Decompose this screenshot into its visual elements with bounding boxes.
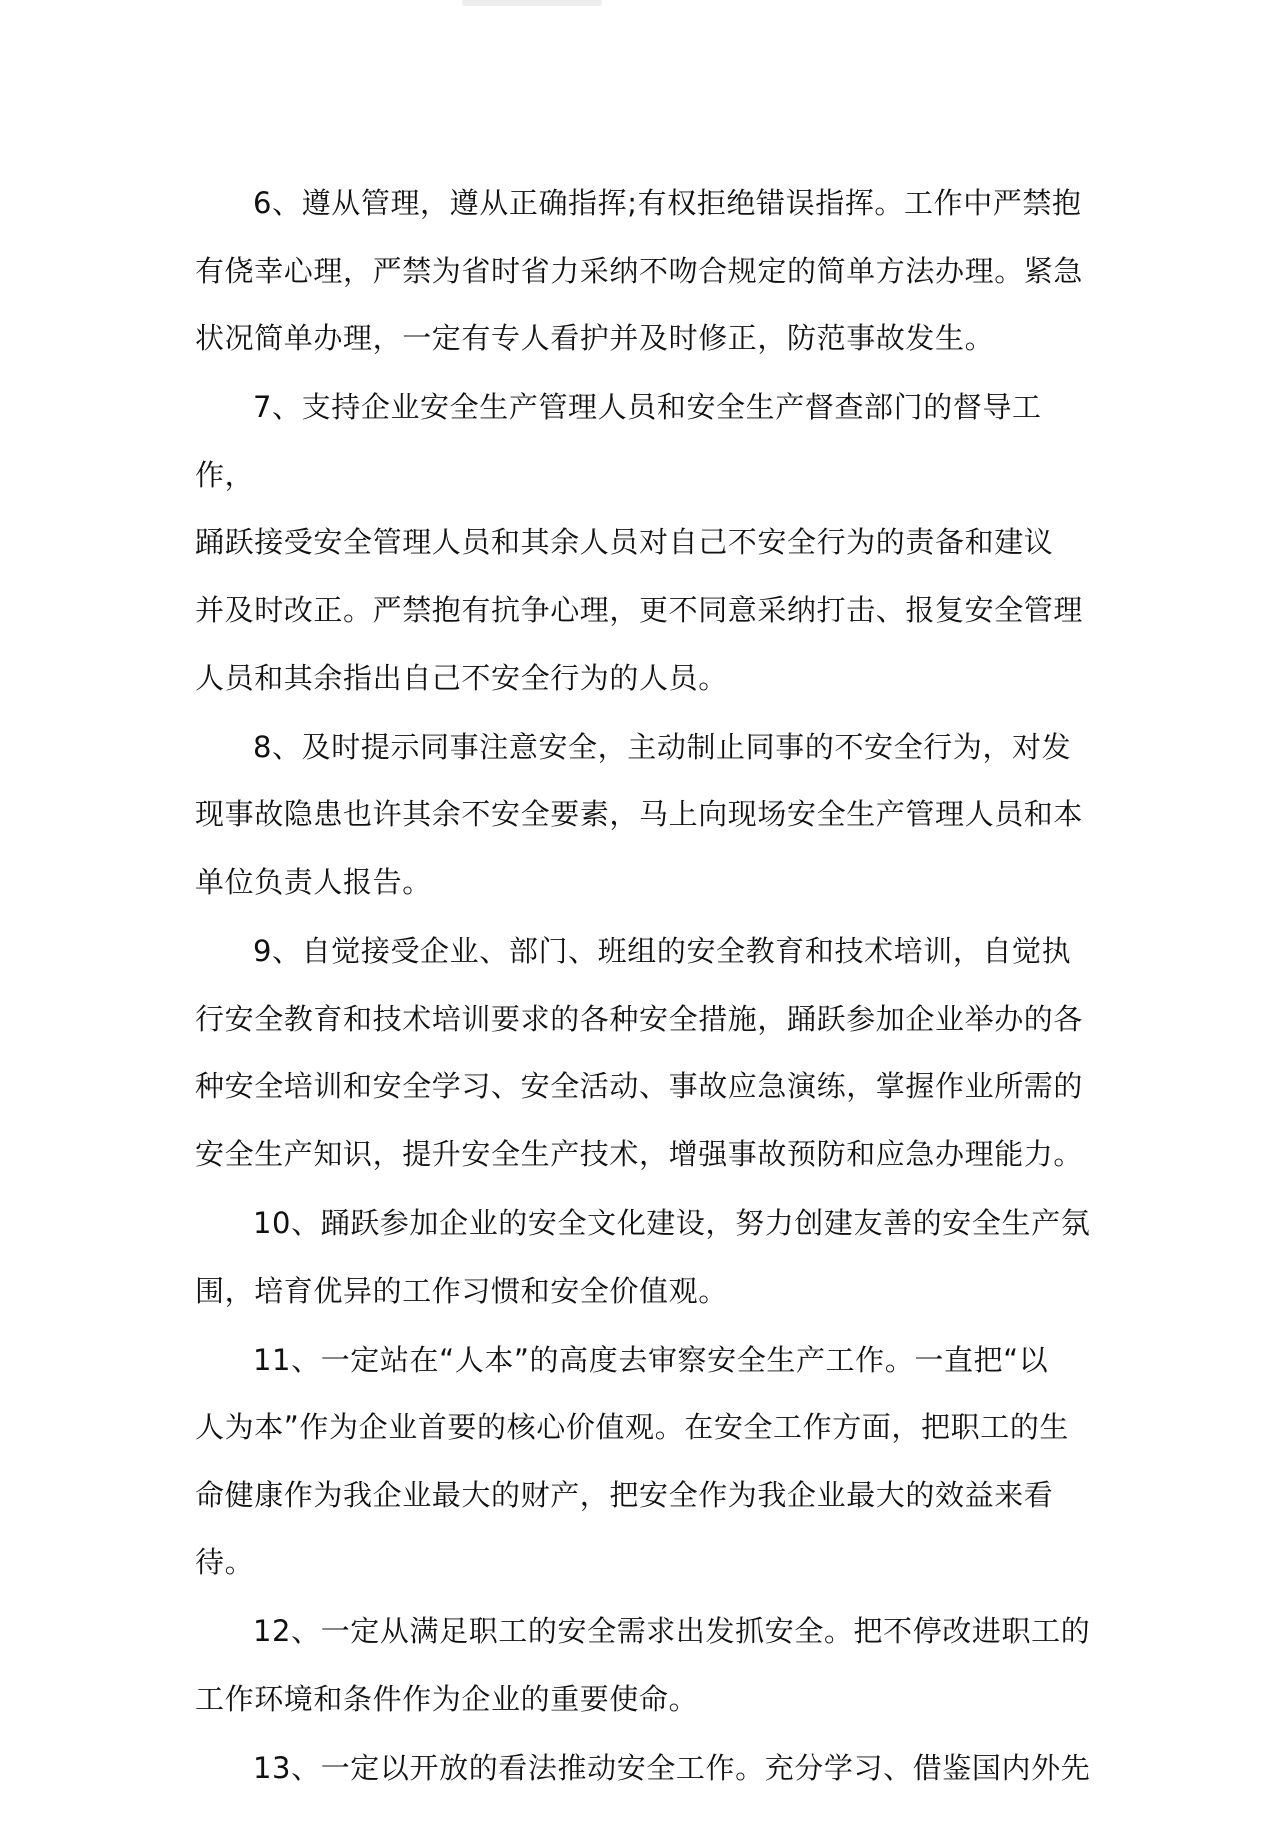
paragraph-13 xyxy=(195,1735,1095,1803)
document-body xyxy=(195,170,1095,1803)
text-line: 围，培育优异的工作习惯和安全价值观。 xyxy=(195,1273,728,1308)
paragraph-10 xyxy=(195,1190,1095,1325)
text-line: 人员和其余指出自己不安全行为的人员。 xyxy=(195,660,728,695)
text-line: 9、自觉接受企业、部门、班组的安全教育和技术培训，自觉执 xyxy=(253,934,1072,969)
text-line: 命健康作为我企业最大的财产，把安全作为我企业最大的效益来看待。 xyxy=(195,1477,1054,1580)
text-line: 12、一定从满足职工的安全需求出发抓安全。把不停改进职工的 xyxy=(253,1614,1091,1649)
text-line: 人为本”作为企业首要的核心价值观。在安全工作方面，把职工的生 xyxy=(195,1410,1070,1445)
text-line: 13、一定以开放的看法推动安全工作。充分学习、借鉴国内外先 xyxy=(253,1751,1091,1786)
text-line: 种安全培训和安全学习、安全活动、事故应急演练，掌握作业所需的 xyxy=(195,1069,1084,1104)
paragraph-7 xyxy=(195,374,1095,712)
paragraph-9 xyxy=(195,918,1095,1188)
paragraph-8 xyxy=(195,714,1095,917)
text-line: 现事故隐患也许其余不安全要素，马上向现场安全生产管理人员和本 xyxy=(195,797,1084,832)
text-line: 10、踊跃参加企业的安全文化建设，努力创建友善的安全生产氛 xyxy=(253,1205,1091,1240)
text-line: 8、及时提示同事注意安全，主动制止同事的不安全行为，对发 xyxy=(253,729,1072,764)
text-line: 11、一定站在“人本”的高度去审察安全生产工作。一直把“以 xyxy=(253,1342,1049,1377)
text-line: 状况简单办理，一定有专人看护并及时修正，防范事故发生。 xyxy=(195,321,995,356)
scan-edge-mark xyxy=(462,0,602,6)
text-line: 有侥幸心理，严禁为省时省力采纳不吻合规定的简单方法办理。紧急 xyxy=(195,253,1084,288)
text-line: 行安全教育和技术培训要求的各种安全措施，踊跃参加企业举办的各 xyxy=(195,1001,1084,1036)
paragraph-6 xyxy=(195,170,1095,373)
text-line: 单位负责人报告。 xyxy=(195,864,432,899)
text-line: 7、支持企业安全生产管理人员和安全生产督查部门的督导工作， xyxy=(195,390,1042,492)
text-line: 踊跃接受安全管理人员和其余人员对自己不安全行为的责备和建议 xyxy=(195,525,1054,560)
paragraph-12 xyxy=(195,1598,1095,1733)
text-line: 6、遵从管理，遵从正确指挥;有权拒绝错误指挥。工作中严禁抱 xyxy=(253,186,1082,220)
text-line: 工作环境和条件作为企业的重要使命。 xyxy=(195,1682,699,1717)
paragraph-11 xyxy=(195,1327,1095,1597)
text-line: 安全生产知识，提升安全生产技术，增强事故预防和应急办理能力。 xyxy=(195,1136,1084,1171)
text-line: 并及时改正。严禁抱有抗争心理，更不同意采纳打击、报复安全管理 xyxy=(195,593,1084,628)
